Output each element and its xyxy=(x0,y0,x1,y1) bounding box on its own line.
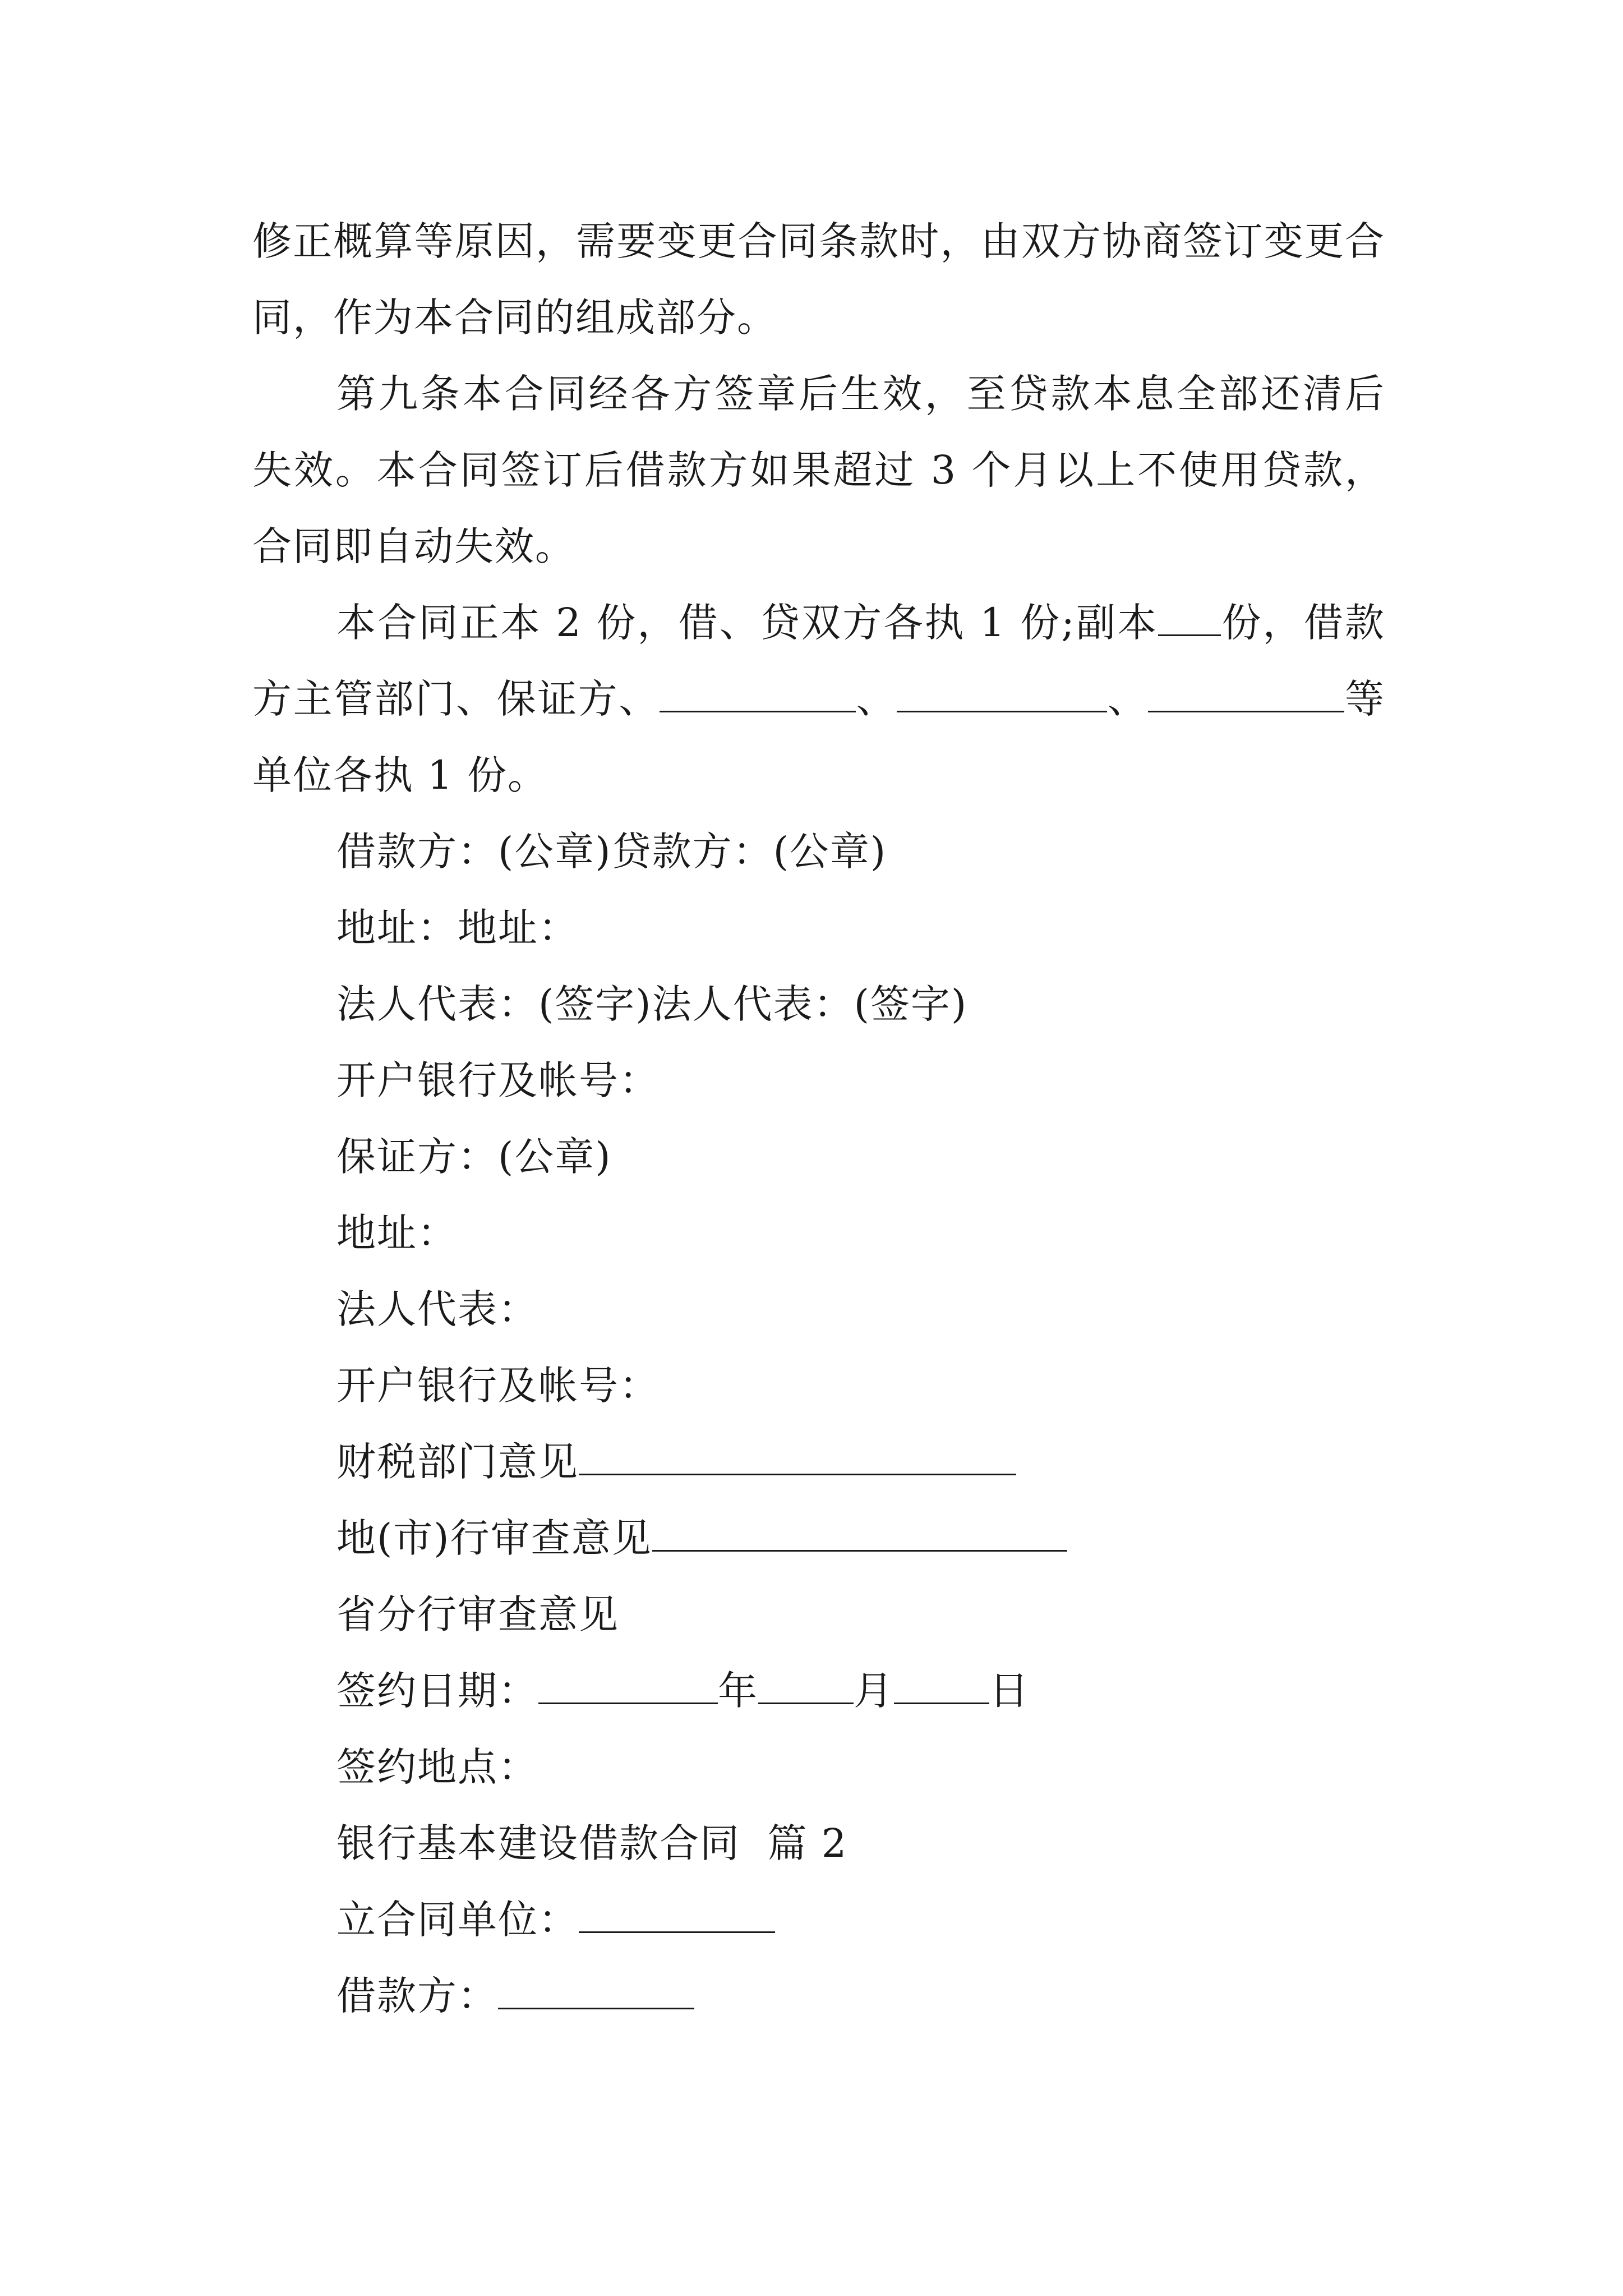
contract-parties-label: 立合同单位： xyxy=(336,1897,579,1943)
borrower-label: 借款方： xyxy=(336,1973,498,2019)
city-opinion-label: 地(市)行审查意见 xyxy=(336,1515,652,1561)
bank-account-line-2: 开户银行及帐号： xyxy=(336,1363,660,1409)
sign-place-line: 签约地点： xyxy=(336,1744,538,1790)
borrower-lender-seal-line: 借款方：(公章)贷款方：(公章) xyxy=(336,829,887,875)
paragraph-copies xyxy=(252,585,1385,813)
copies-sep-2: 、 xyxy=(1107,676,1149,722)
borrower-line xyxy=(252,1958,1385,2034)
paragraph-article-9: 第九条本合同经各方签章后生效，至贷款本息全部还清后失效。本合同签订后借款方如果超过 3 个月以上不使用贷款，合同即自动失效。 xyxy=(252,371,1385,569)
month-blank[interactable] xyxy=(758,1671,854,1704)
unit-blank-2[interactable] xyxy=(897,679,1107,712)
paragraph-amendment: 修正概算等原因，需要变更合同条款时，由双方协商签订变更合同，作为本合同的组成部分。 xyxy=(252,218,1385,341)
finance-opinion-line xyxy=(252,1424,1385,1500)
finance-opinion-label: 财税部门意见 xyxy=(336,1439,579,1485)
year-blank[interactable] xyxy=(538,1671,718,1704)
day-label: 日 xyxy=(989,1668,1030,1714)
copies-text-b: 份，借款方主管部门、保证方、 xyxy=(252,600,1385,722)
guarantor-legal-rep-line: 法人代表： xyxy=(336,1286,538,1332)
sign-date-line xyxy=(252,1653,1385,1729)
bank-account-line-1: 开户银行及帐号： xyxy=(336,1057,660,1103)
copies-text-a: 本合同正本 2 份，借、贷双方各执 1 份;副本 xyxy=(336,600,1159,646)
copies-sep-1: 、 xyxy=(856,676,897,722)
unit-blank-1[interactable] xyxy=(660,679,856,712)
legal-rep-pair-line: 法人代表：(签字)法人代表：(签字) xyxy=(336,981,968,1027)
province-opinion-line: 省分行审查意见 xyxy=(336,1591,619,1637)
contract-heading-2: 银行基本建设借款合同 篇 2 xyxy=(336,1820,848,1866)
contract-parties-line xyxy=(252,1881,1385,1958)
finance-opinion-blank[interactable] xyxy=(579,1442,1016,1475)
unit-blank-3[interactable] xyxy=(1148,679,1344,712)
copies-text-c: 等单位各执 1 份。 xyxy=(252,676,1386,798)
guarantor-seal-line: 保证方：(公章) xyxy=(336,1134,612,1180)
contract-parties-blank[interactable] xyxy=(579,1900,775,1933)
address-pair-line: 地址：地址： xyxy=(336,905,579,951)
year-label: 年 xyxy=(718,1668,758,1714)
city-opinion-blank[interactable] xyxy=(652,1519,1067,1552)
day-blank[interactable] xyxy=(894,1671,989,1704)
month-label: 月 xyxy=(854,1668,894,1714)
borrower-blank[interactable] xyxy=(498,1976,694,2009)
copies-blank[interactable] xyxy=(1158,603,1221,636)
city-opinion-line xyxy=(252,1500,1385,1576)
document-page xyxy=(252,203,1385,2034)
sign-date-label: 签约日期： xyxy=(336,1668,538,1714)
guarantor-address-line: 地址： xyxy=(336,1210,458,1256)
